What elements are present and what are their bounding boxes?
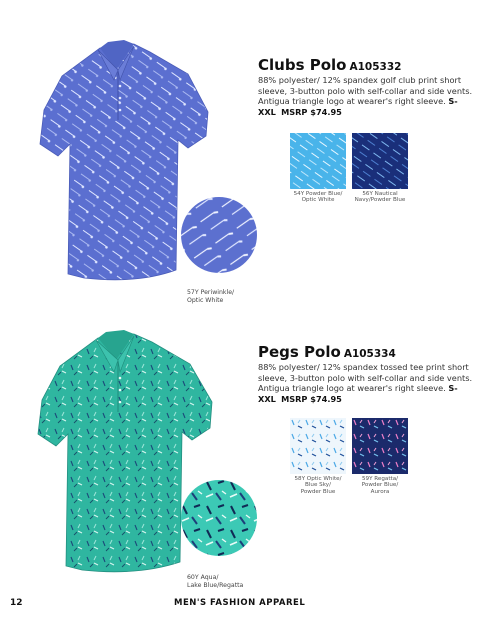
clubs-product-description: 88% polyester/ 12% spandex golf club print short sleeve, 3-button polo with self-collar and side vents. Antigua triangle logo at wearer's right sleeve. S-XXL MSRP $74.95 (258, 75, 473, 117)
pegs-product-title (258, 343, 396, 361)
pegs-main-color-label: 60Y Aqua/ Lake Blue/Regatta (187, 574, 244, 589)
pegs-product-code: A105334 (343, 348, 396, 360)
pegs-sizes: S-XXL (258, 383, 458, 404)
clubs-product-title (258, 56, 401, 74)
pegs-swatch-optic-white-label: 58Y Optic White/ Blue Sky/ Powder Blue (294, 476, 342, 495)
pegs-fabric-closeup (180, 479, 258, 557)
pegs-msrp: MSRP $74.95 (281, 393, 342, 404)
pegs-product-name: Pegs Polo (258, 343, 341, 361)
clubs-swatch-nautical-navy (352, 133, 408, 189)
clubs-sizes: S-XXL (258, 96, 458, 117)
section-title: MEN'S FASHION APPAREL (174, 598, 306, 608)
clubs-fabric-closeup (180, 196, 258, 274)
clubs-swatch-powder-blue-label: 54Y Powder Blue/ Optic White (293, 191, 343, 204)
clubs-swatch-nautical-navy-label: 56Y Nautical Navy/Powder Blue (354, 191, 406, 204)
pegs-product-description: 88% polyester/ 12% spandex tossed tee print short sleeve, 3-button polo with self-collar and side vents. Antigua triangle logo at wearer's right sleeve. S-XXL MSRP $74.95 (258, 362, 473, 404)
clubs-product-name: Clubs Polo (258, 56, 347, 74)
pegs-swatch-regatta (352, 418, 408, 474)
pegs-swatch-optic-white (290, 418, 346, 474)
clubs-main-color-label: 57Y Periwinkle/ Optic White (187, 289, 235, 304)
page-number: 12 (10, 598, 23, 608)
pegs-swatch-regatta-label: 59Y Regatta/ Powder Blue/ Aurora (361, 476, 399, 495)
clubs-swatch-powder-blue (290, 133, 346, 189)
clubs-msrp: MSRP $74.95 (281, 106, 342, 117)
clubs-product-code: A105332 (349, 61, 402, 73)
